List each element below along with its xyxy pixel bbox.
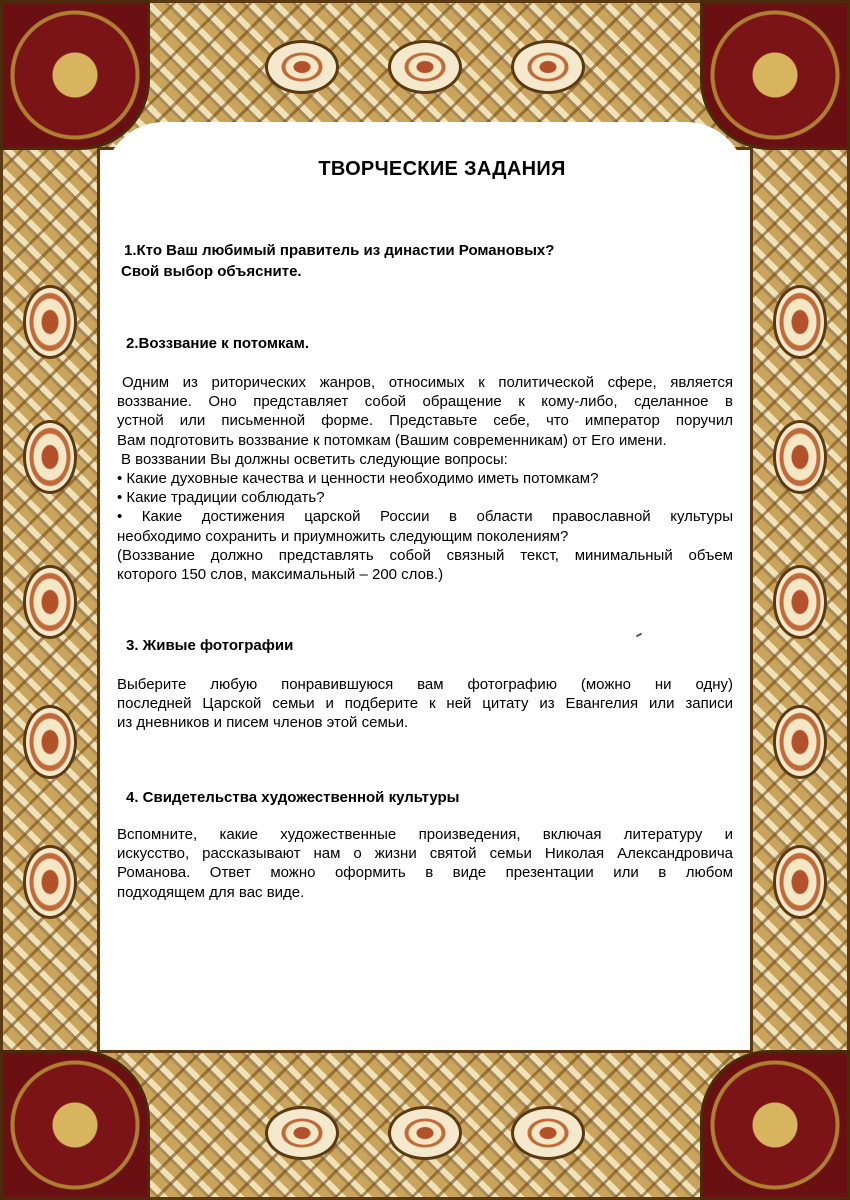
frame-medallion <box>23 845 77 919</box>
frame-medallion <box>773 285 827 359</box>
task-2-note: которого 150 слов, максимальный – 200 слов.) <box>117 566 444 584</box>
frame-medallion <box>773 420 827 494</box>
task-4-text <box>117 825 733 902</box>
frame-medallion <box>773 565 827 639</box>
task-2-line: воззвание. Оно представляет собой обращение к кому-либо, сделанное в <box>117 393 733 411</box>
frame-medallion <box>265 40 339 94</box>
task-3-line: Выберите любую понравившуюся вам фотографию (можно ни одну) <box>117 676 733 693</box>
task-2-bullet: • Какие традиции соблюдать? <box>117 489 325 507</box>
task-4-line: искусство, рассказывают нам о жизни святой семьи Николая Александровича <box>117 845 733 863</box>
frame-corner-ornament <box>0 1050 150 1200</box>
frame-corner-ornament <box>0 0 150 150</box>
task-2-bullet: • Какие достижения царской России в области православной культуры <box>117 508 733 526</box>
frame-medallion <box>265 1106 339 1160</box>
task-3-heading: 3. Живые фотографии <box>126 637 294 654</box>
frame-medallion <box>23 285 77 359</box>
task-2-line: Вам подготовить воззвание к потомкам (Вашим современникам) от Его имени. <box>117 431 667 449</box>
frame-corner-ornament <box>700 1050 850 1200</box>
frame-medallion <box>773 845 827 919</box>
frame-medallion <box>511 1106 585 1160</box>
task-2-bullet: • Какие духовные качества и ценности необходимо иметь потомкам? <box>117 470 599 488</box>
task-2-bullet-continuation: необходимо сохранить и приумножить следующим поколениям? <box>117 527 569 545</box>
task-4-line: Вспомните, какие художественные произведения, включая литературу и <box>117 826 733 843</box>
frame-medallion <box>23 565 77 639</box>
task-2-line: Одним из риторических жанров, относимых к политической сфере, является <box>122 374 733 391</box>
frame-medallion <box>23 420 77 494</box>
page-title: ТВОРЧЕСКИЕ ЗАДАНИЯ <box>318 158 566 180</box>
task-2-note: (Воззвание должно представлять собой связный текст, минимальный объем <box>117 546 733 564</box>
task-1-heading-line-2: Свой выбор объясните. <box>121 263 302 280</box>
frame-corner-ornament <box>700 0 850 150</box>
frame-medallion <box>511 40 585 94</box>
frame-medallion <box>388 1106 462 1160</box>
task-3-text <box>117 675 733 733</box>
frame-medallion <box>23 705 77 779</box>
task-2-heading: 2.Воззвание к потомкам. <box>126 335 310 352</box>
task-2-text <box>117 373 733 584</box>
task-4-line: Романова. Ответ можно оформить в виде презентации или в любом <box>117 864 733 882</box>
task-4-line: подходящем для вас виде. <box>117 883 305 901</box>
task-1-heading-line-1: 1.Кто Ваш любимый правитель из династии Романовых? <box>124 242 555 259</box>
task-3-line: из дневников и писем членов этой семьи. <box>117 714 409 732</box>
task-4-heading: 4. Свидетельства художественной культуры <box>126 789 460 806</box>
frame-medallion <box>773 705 827 779</box>
task-2-line: В воззвании Вы должны осветить следующие вопросы: <box>121 450 508 468</box>
task-3-line: последней Царской семьи и подберите к ней цитату из Евангелия или записи <box>117 695 733 713</box>
task-2-line: устной или письменной форме. Представьте себе, что император поручил <box>117 412 733 430</box>
frame-medallion <box>388 40 462 94</box>
